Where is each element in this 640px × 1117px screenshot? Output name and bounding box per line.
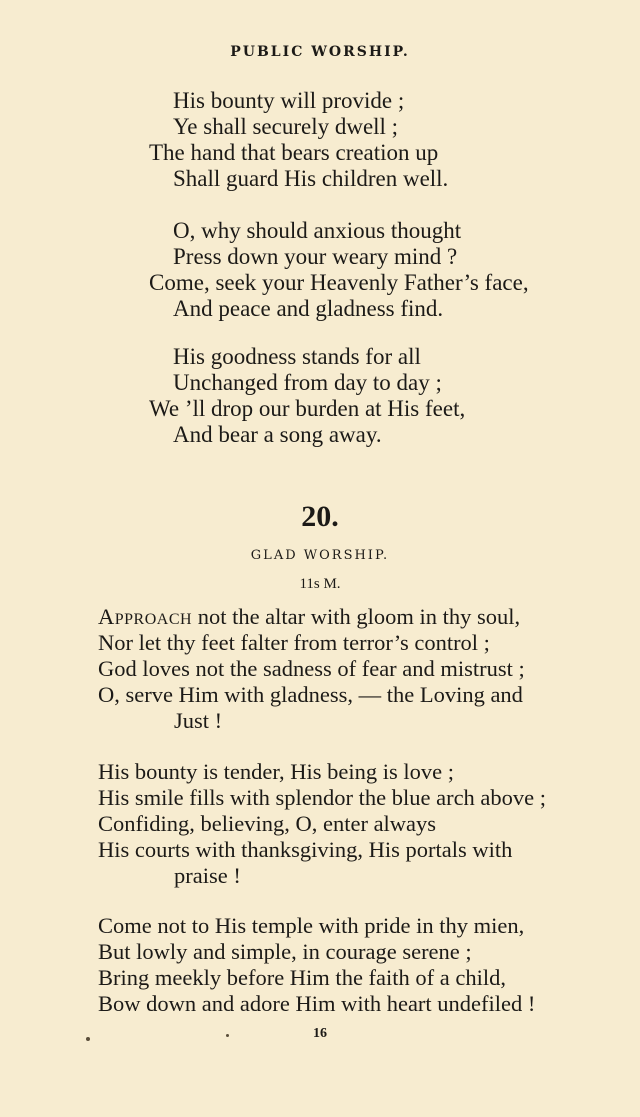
- verse-text: not the altar with gloom in thy soul,: [192, 604, 521, 629]
- stanza-prev-2: [0, 218, 640, 322]
- verse-line: Come, seek your Heavenly Father’s face,: [149, 270, 529, 295]
- hymn-stanza-1: [98, 604, 610, 734]
- verse-line: Bring meekly before Him the faith of a child,: [98, 965, 506, 990]
- verse-line: [98, 604, 610, 630]
- verse-line: We ’ll drop our burden at His feet,: [149, 396, 466, 421]
- verse-line: O, why should anxious thought: [173, 218, 462, 243]
- verse-line: But lowly and simple, in courage serene ;: [98, 939, 472, 964]
- verse-line: Unchanged from day to day ;: [173, 370, 442, 395]
- hymn-stanza-3: [98, 913, 610, 1017]
- stanza-prev-1: [0, 88, 640, 192]
- verse-line: Bow down and adore Him with heart undefiled !: [98, 991, 536, 1016]
- verse-line: God loves not the sadness of fear and mistrust ;: [98, 656, 525, 681]
- verse-line-turnover: Just !: [174, 708, 223, 733]
- verse-line: His bounty will provide ;: [173, 88, 405, 113]
- verse-line: Nor let thy feet falter from terror’s control ;: [98, 630, 490, 655]
- stanza-prev-3: [0, 344, 640, 448]
- verse-line: Come not to His temple with pride in thy mien,: [98, 913, 525, 938]
- hymn-title: GLAD WORSHIP.: [250, 548, 390, 563]
- hymn-meter: 11s M.: [299, 576, 341, 592]
- verse-line-turnover: praise !: [174, 863, 241, 888]
- verse-line: Shall guard His children well.: [173, 166, 449, 191]
- hymn-number: 20.: [301, 500, 339, 533]
- verse-line: Press down your weary mind ?: [173, 244, 458, 269]
- verse-line: Confiding, believing, O, enter always: [98, 811, 437, 836]
- verse-line: His bounty is tender, His being is love ;: [98, 759, 454, 784]
- running-head: PUBLIC WORSHIP.: [230, 44, 410, 60]
- verse-line: His smile fills with splendor the blue arch above ;: [98, 785, 547, 810]
- verse-line: And bear a song away.: [173, 422, 382, 447]
- page-number: 16: [313, 1026, 327, 1041]
- verse-line: His goodness stands for all: [173, 344, 421, 369]
- first-word: Approach: [98, 604, 193, 629]
- verse-line: The hand that bears creation up: [149, 140, 439, 165]
- verse-line: And peace and gladness find.: [173, 296, 444, 321]
- verse-line: His courts with thanksgiving, His portals with: [98, 837, 513, 862]
- hymn-stanza-2: [98, 759, 610, 889]
- verse-line: Ye shall securely dwell ;: [173, 114, 399, 139]
- verse-line: O, serve Him with gladness, — the Loving and: [98, 682, 523, 707]
